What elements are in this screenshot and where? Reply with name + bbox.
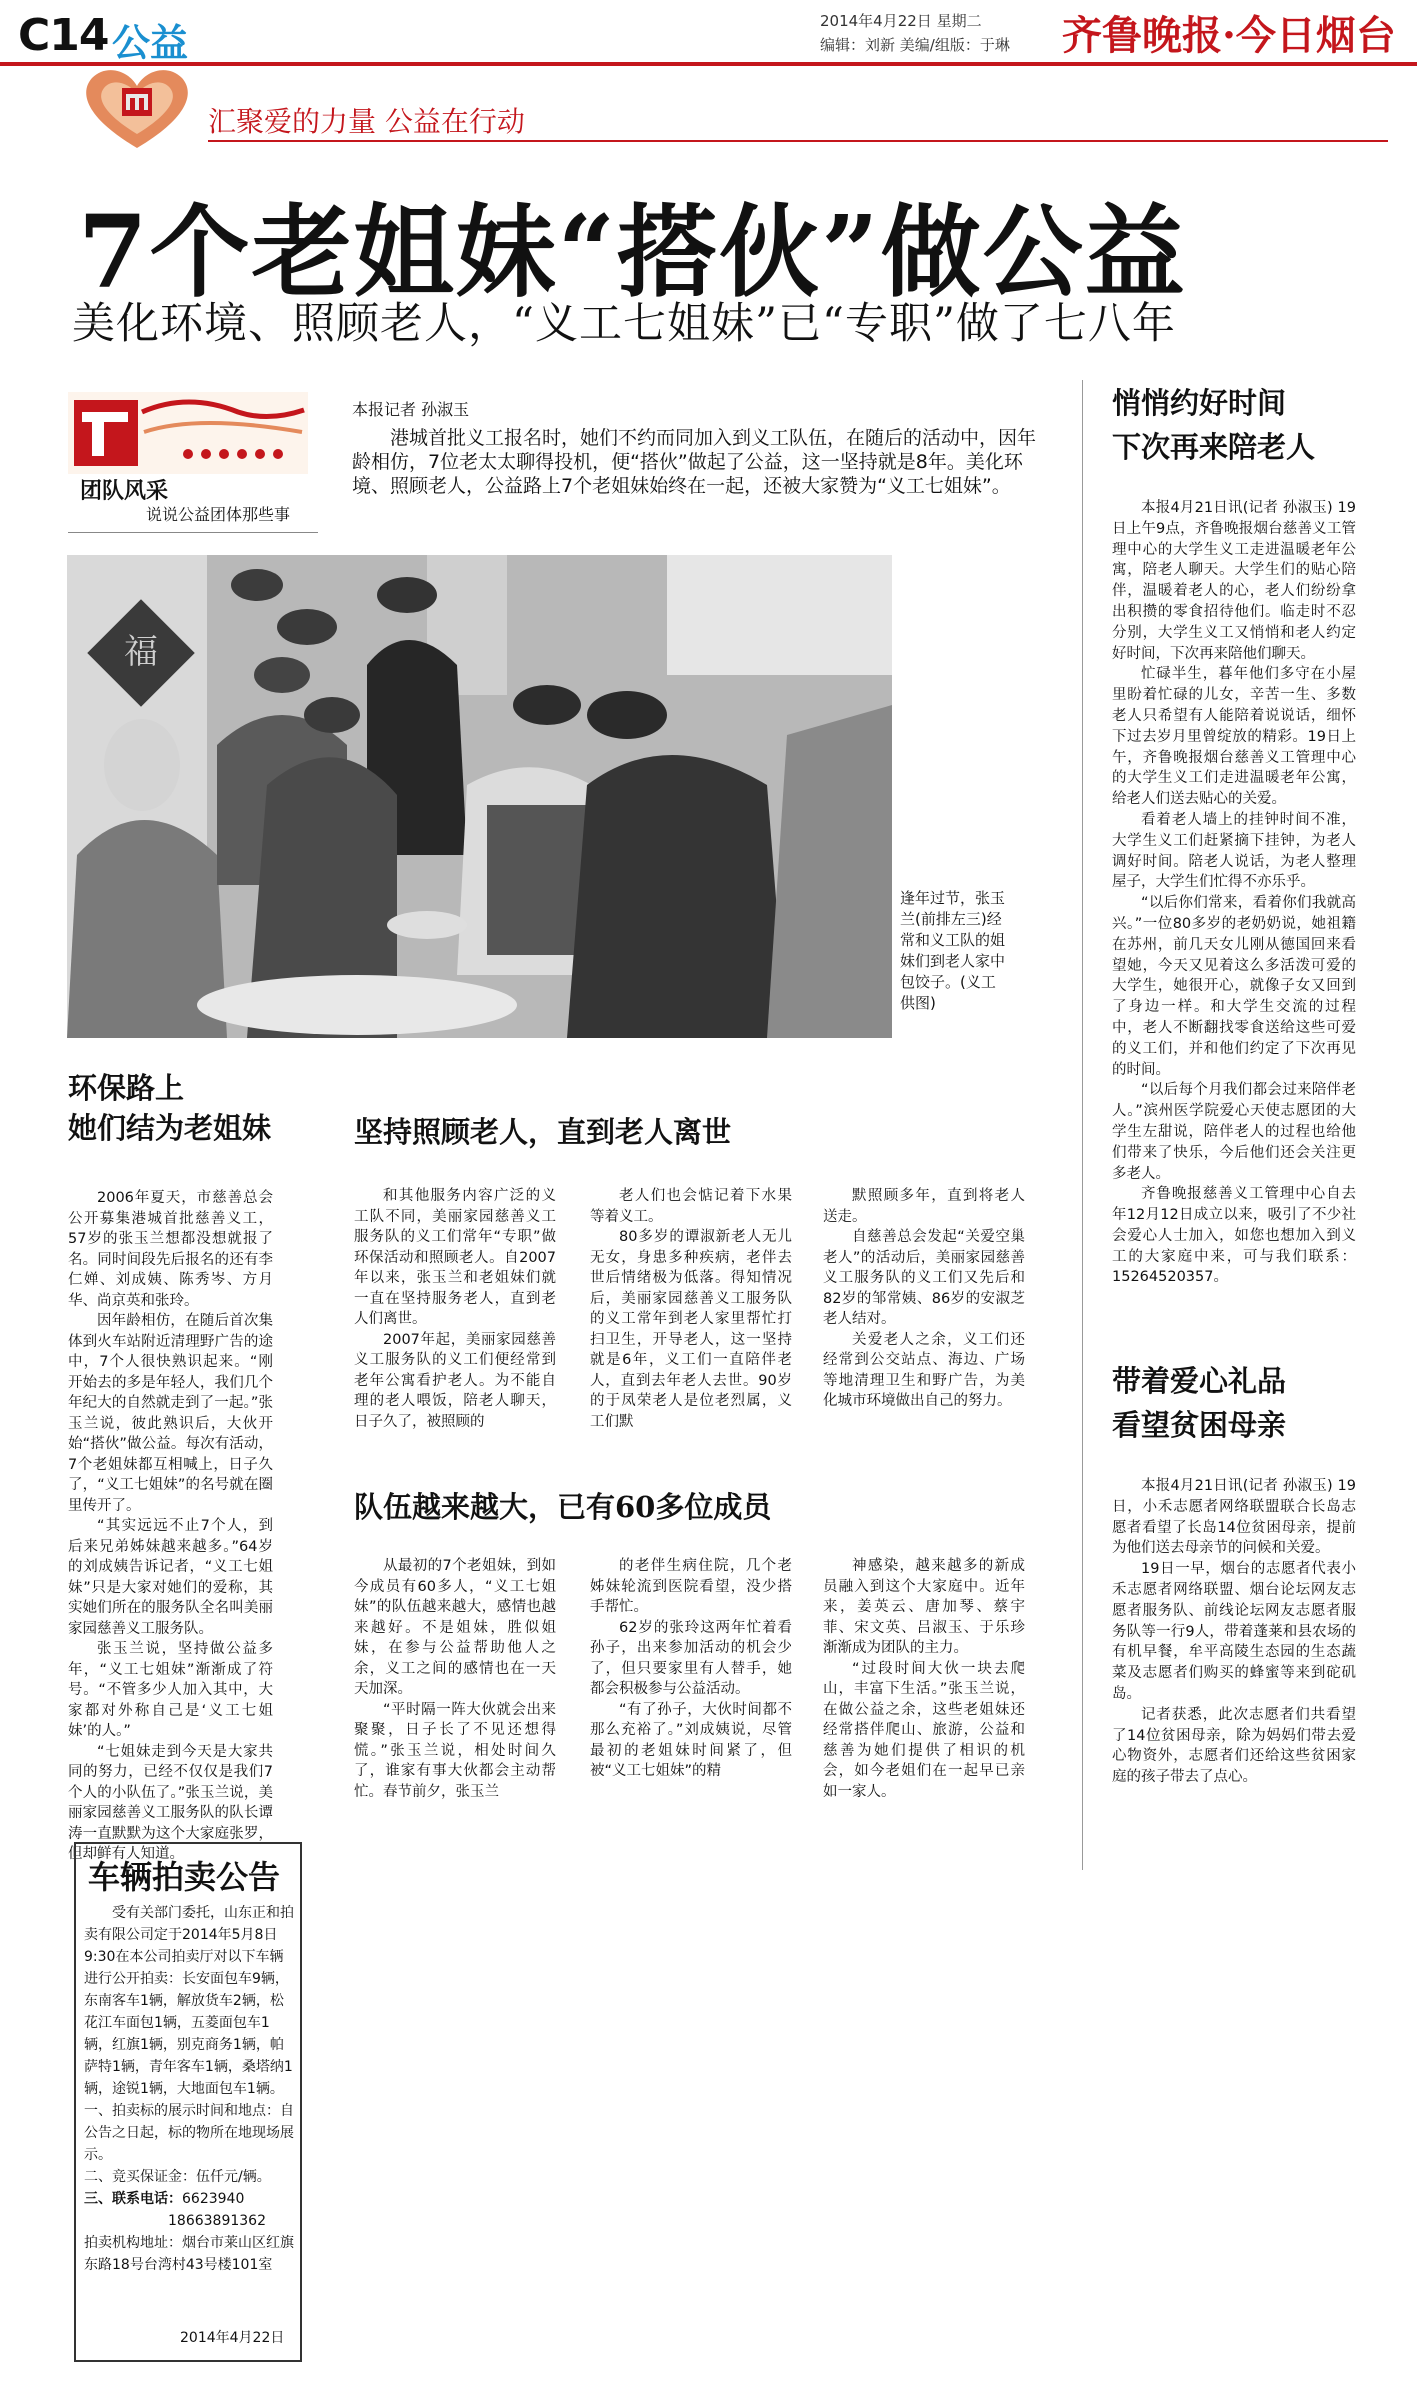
section-heading-3: 队伍越来越大，已有60多位成员 <box>354 1490 772 1524</box>
paragraph: 和其他服务内容广泛的义工队不同，美丽家园慈善义工服务队的义工们常年“专职”做环保活动和照顾老人。自2007年以来，张玉兰和老姐妹们就一直在坚持服务老人，直到老人们离世。 <box>354 1188 556 1327</box>
auction-item-2: 二、竞买保证金：伍仟元/辆。 <box>84 2169 271 2185</box>
main-headline: 7个老姐妹“搭伙”做公益 <box>78 193 1187 311</box>
auction-body <box>84 1902 294 2276</box>
hands-heart-logo <box>78 64 196 150</box>
paragraph: 从最初的7个老姐妹，到如今成员有60多人，“义工七姐妹”的队伍越来越大，感情也越来越好。不是姐妹，胜似姐妹，在参与公益帮助他人之余，义工之间的感情也在一天天加深。 <box>354 1558 556 1697</box>
column-label: 团队风采 <box>80 479 169 504</box>
paragraph: “平时隔一阵大伙就会出来聚聚，日子长了不见还想得慌。”张玉兰说，相处时间久了，谁家有事大伙都会主动帮忙。春节前夕，张玉兰 <box>354 1701 556 1800</box>
auction-intro: 受有关部门委托，山东正和拍卖有限公司定于2014年5月8日9:30在本公司拍卖厅对以下车辆进行公开拍卖：长安面包车9辆，东南客车1辆，解放货车2辆，松花江车面包1辆，五菱面包车1辆，红旗1辆，别克商务1辆，帕萨特1辆，青年客车1辆，桑塔纳1辆，途锐1辆，大地面包车1辆。 <box>84 1905 294 2097</box>
paragraph: 默照顾多年，直到将老人送走。 <box>823 1188 1025 1225</box>
issue-date: 2014年4月22日 星期二 <box>820 12 982 30</box>
section-name: 公益 <box>112 21 189 65</box>
photo-caption: 逢年过节，张玉兰(前排左三)经常和义工队的姐妹们到老人家中包饺子。(义工供图) <box>900 889 1006 1012</box>
editor-credits: 编辑：刘新 美编/组版：于琳 <box>820 36 1010 54</box>
fu-character-tile: 福 <box>124 632 158 672</box>
sidebar-heading-2a: 带着爱心礼品 <box>1112 1364 1287 1398</box>
sidebar-heading-2b: 看望贫困母亲 <box>1112 1408 1287 1442</box>
paragraph: 神感染，越来越多的新成员融入到这个大家庭中。近年来，姜英云、唐加琴、蔡宇菲、宋文英、吕淑玉、于乐珍渐渐成为团队的主力。 <box>823 1558 1025 1656</box>
article-column <box>590 1186 792 1436</box>
byline: 本报记者 孙淑玉 <box>352 400 470 419</box>
auction-phone-1: 6623940 <box>182 2191 245 2207</box>
paragraph: 关爱老人之余，义工们还经常到公交站点、海边、广场等地清理卫生和野广告，为美化城市环境做出自己的努力。 <box>823 1331 1025 1409</box>
paragraph: 自慈善总会发起“关爱空巢老人”的活动后，美丽家园慈善义工服务队的义工们又先后和82岁的邹常姨、86岁的安淑芝老人结对。 <box>823 1229 1025 1327</box>
paragraph: 老人们也会惦记着下水果等着义工。 <box>590 1188 792 1225</box>
paragraph: “以后你们常来，看着你们我就高兴。”一位80多岁的老奶奶说，她祖籍在苏州，前几天女儿刚从德国回来看望她，今天又见着这么多活泼可爱的大学生，她很开心，就像子女又回到了身边一样。和大学生交流的过程中，老人不断翻找零食送给这些可爱的义工们，并和他们约定了下次再见的时间。 <box>1112 895 1356 1078</box>
paragraph: “有了孙子，大伙时间都不那么充裕了。”刘成姨说，尽管最初的老姐妹时间紧了，但被“义工七姐妹”的精 <box>590 1701 792 1779</box>
auction-address: 拍卖机构地址：烟台市莱山区红旗东路18号台湾村43号楼101室 <box>84 2235 294 2273</box>
newspaper-brand: 齐鲁晚报·今日烟台 <box>1062 12 1396 59</box>
auction-title: 车辆拍卖公告 <box>88 1858 281 1896</box>
sidebar-story-1 <box>1112 498 1356 1286</box>
article-column <box>823 1186 1025 1436</box>
sidebar-heading-1a: 悄悄约好时间 <box>1112 386 1287 420</box>
slogan-divider <box>208 140 1388 142</box>
article-column <box>354 1556 556 1856</box>
column-divider <box>68 532 318 533</box>
paragraph: 80多岁的谭淑新老人无儿无女，身患多种疾病，老伴去世后情绪极为低落。得知情况后，美丽家园慈善义工服务队的义工常年到老人家里帮忙打扫卫生，开导老人，这一坚持就是6年，义工们一直陪伴老人，直到去年老人去世。90岁的于凤荣老人是位老烈属，义工们默 <box>590 1229 792 1430</box>
paragraph: 19日一早，烟台的志愿者代表小禾志愿者网络联盟、烟台论坛网友志愿者服务队、前线论坛网友志愿者服务队等一行9人，带着蓬莱和县农场的有机早餐，牟平高陵生态园的生态蔬菜及志愿者们购买的蜂蜜等来到砣矶岛。 <box>1112 1561 1356 1702</box>
volunteers-photo <box>67 555 892 1038</box>
auction-item-1: 一、拍卖标的展示时间和地点：自公告之日起，标的物所在地现场展示。 <box>84 2103 294 2163</box>
column-tagline: 说说公益团体那些事 <box>146 505 291 524</box>
page-number: C14 <box>18 10 109 61</box>
section-heading-2: 坚持照顾老人，直到老人离世 <box>354 1115 732 1149</box>
paragraph: “七姐妹走到今天是大家共同的努力，已经不仅仅是我们7个人的小队伍了。”张玉兰说，美丽家园慈善义工服务队的队长谭涛一直默默为这个大家庭张罗，但却鲜有人知道。 <box>68 1743 273 1862</box>
paragraph: 本报4月21日讯(记者 孙淑玉) 19日上午9点，齐鲁晚报烟台慈善义工管理中心的大学生义工走进温暖老年公寓，陪老人聊天。大学生们的贴心陪伴，温暖着老人的心，老人们纷纷拿出积攒的零食招待他们。临走时不忍分别，大学生义工又悄悄和老人约定好时间，下次再来陪他们聊天。 <box>1112 500 1356 662</box>
paragraph: 62岁的张玲这两年忙着看孙子，出来参加活动的机会少了，但只要家里有人替手，她都会积极参与公益活动。 <box>590 1619 792 1697</box>
paragraph: 看着老人墙上的挂钟时间不准，大学生义工们赶紧摘下挂钟，为老人调好时间。陪老人说话，为老人整理屋子，大学生们忙得不亦乐乎。 <box>1112 811 1356 891</box>
paragraph: 张玉兰说，坚持做公益多年，“义工七姐妹”渐渐成了符号。“不管多少人加入其中，大家都对外称自己是‘义工七姐妹’的人。” <box>68 1641 273 1739</box>
section-slogan: 汇聚爱的力量 公益在行动 <box>208 105 525 138</box>
article-column <box>354 1186 556 1436</box>
auction-date: 2014年4月22日 <box>180 2330 285 2346</box>
paragraph: 记者获悉，此次志愿者们共看望了14位贫困母亲，除为妈妈们带去爱心物资外，志愿者们还给这些贫困家庭的孩子带去了点心。 <box>1112 1706 1356 1786</box>
section-heading-1a: 环保路上 <box>68 1071 185 1105</box>
sidebar-story-2 <box>1112 1476 1356 1856</box>
sidebar-divider <box>1082 380 1083 1870</box>
paragraph: 2006年夏天，市慈善总会公开募集港城首批慈善义工，57岁的张玉兰想都没想就报了名。同时间段先后报名的还有李仁婵、刘成姨、陈秀岑、方月华、尚京英和张玲。 <box>68 1190 273 1309</box>
paragraph: “过段时间大伙一块去爬山，丰富下生活。”张玉兰说，在做公益之余，这些老姐妹还经常搭伴爬山、旅游，公益和慈善为她们提供了相识的机会，如今老姐们在一起早已亲如一家人。 <box>823 1660 1025 1800</box>
paragraph: “其实远远不止7个人，到后来兄弟姊妹越来越多。”64岁的刘成姨告诉记者，“义工七姐妹”只是大家对她们的爱称，其实她们所在的服务队全名叫美丽家园慈善义工服务队。 <box>68 1518 273 1637</box>
paragraph: 忙碌半生，暮年他们多守在小屋里盼着忙碌的儿女，辛苦一生、多数老人只希望有人能陪着说说话，细怀下过去岁月里曾绽放的精彩。19日上午，齐鲁晚报烟台慈善义工管理中心的大学生义工们走进温暖老年公寓，给老人们送去贴心的关爱。 <box>1112 666 1356 808</box>
paragraph: 本报4月21日讯(记者 孙淑玉) 19日，小禾志愿者网络联盟联合长岛志愿者看望了长岛14位贫困母亲，提前为他们送去母亲节的问候和关爱。 <box>1112 1478 1356 1557</box>
section-heading-1b: 她们结为老姐妹 <box>68 1111 272 1145</box>
paragraph: 齐鲁晚报慈善义工管理中心自去年12月12日成立以来，吸引了不少社会爱心人士加入，如您也想加入到义工的大家庭中来，可与我们联系：15264520357。 <box>1112 1186 1356 1286</box>
auction-phone-2: 18663891362 <box>168 2213 266 2229</box>
sidebar-heading-1b: 下次再来陪老人 <box>1112 430 1316 464</box>
auction-phone-label: 三、联系电话： <box>84 2191 182 2207</box>
article-column <box>68 1188 273 1862</box>
paragraph: 因年龄相仿，在随后首次集体到火车站附近清理野广告的途中，7个人很快熟识起来。“刚开始去的多是年轻人，我们几个年纪大的自然就走到了一起。”张玉兰说，彼此熟识后，大伙开始“搭伙”做公益。每次有活动，7个老姐妹都互相喊上，日子久了，“义工七姐妹”的名号就在圈里传开了。 <box>68 1313 273 1514</box>
article-column <box>590 1556 792 1856</box>
paragraph: 的老伴生病住院，几个老姊妹轮流到医院看望，没少搭手帮忙。 <box>590 1558 792 1615</box>
sub-headline: 美化环境、照顾老人，“义工七姐妹”已“专职”做了七八年 <box>72 299 1176 349</box>
paragraph: 2007年起，美丽家园慈善义工服务队的义工们便经常到老年公寓看护老人。为不能自理的老人喂饭，陪老人聊天，日子久了，被照顾的 <box>354 1331 556 1430</box>
article-column <box>823 1556 1025 1856</box>
team-hands-logo <box>68 392 308 474</box>
paragraph: “以后每个月我们都会过来陪伴老人。”滨州医学院爱心天使志愿团的大学生左甜说，陪伴老人的过程也给他们带来了快乐，今后他们还会关注更多老人。 <box>1112 1082 1356 1182</box>
lede-paragraph: 港城首批义工报名时，她们不约而同加入到义工队伍，在随后的活动中，因年龄相仿，7位老太太聊得投机，便“搭伙”做起了公益，这一坚持就是8年。美化环境、照顾老人，公益路上7个老姐妹始终在一起，还被大家赞为“义工七姐妹”。 <box>352 427 1037 497</box>
